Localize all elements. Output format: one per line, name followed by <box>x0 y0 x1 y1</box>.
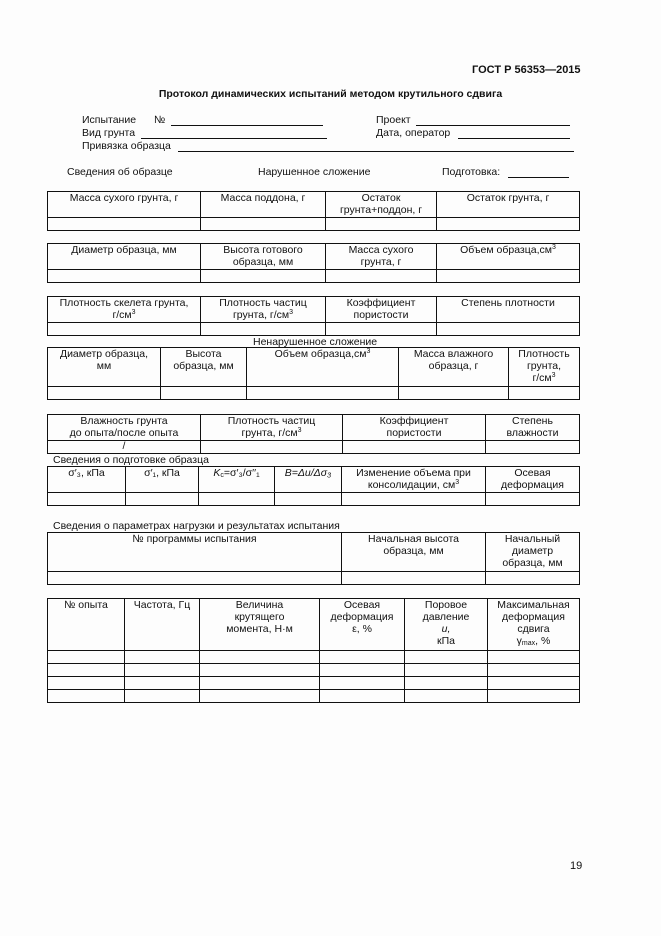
table-cell[interactable] <box>486 441 580 454</box>
header-axial-strain: Осевая деформация <box>486 467 580 493</box>
page-number: 19 <box>570 860 583 872</box>
project-label: Проект <box>376 114 411 126</box>
header-initial-diameter: Начальный диаметр образца, мм <box>486 533 580 572</box>
density-table <box>47 296 580 336</box>
header-initial-height: Начальная высота образца, мм <box>342 533 486 572</box>
table-cell[interactable] <box>320 677 405 690</box>
test-label: Испытание <box>82 114 137 126</box>
table-cell[interactable] <box>405 651 488 664</box>
header-soil-density: Плотность грунта, $г/см^3$ <box>509 348 580 387</box>
header-height: Высота готового образца, мм <box>201 244 326 270</box>
header-skeleton-density: Плотность скелета грунта, $г/см^3$ <box>48 297 201 323</box>
undisturbed-table <box>47 347 580 400</box>
table-cell[interactable] <box>125 677 200 690</box>
document-title: Протокол динамических испытаний методом крутильного сдвига <box>158 88 503 100</box>
header-height: Высота образца, мм <box>161 348 247 387</box>
date-operator-field[interactable] <box>458 138 570 139</box>
undisturbed-label: Ненарушенное сложение <box>253 336 378 348</box>
header-porosity: Коэффициент пористости <box>326 297 437 323</box>
table-cell[interactable] <box>125 664 200 677</box>
test-number-label: № <box>154 114 166 126</box>
soil-type-field[interactable] <box>141 138 327 139</box>
header-porosity: Коэффициент пористости <box>343 415 486 441</box>
header-sigma3: σ′₃, кПа <box>48 467 126 493</box>
header-saturation: Степень влажности <box>486 415 580 441</box>
table-cell[interactable] <box>320 690 405 703</box>
header-tray-mass: Масса поддона, г <box>201 192 326 218</box>
table-cell[interactable] <box>48 218 201 231</box>
table-cell[interactable] <box>199 493 275 506</box>
table-cell[interactable] <box>48 651 125 664</box>
load-results-label: Сведения о параметрах нагрузки и результатах испытания <box>53 520 340 532</box>
preparation-info-label: Сведения о подготовке образца <box>53 454 209 466</box>
sample-ref-field[interactable] <box>178 151 574 152</box>
moisture-before-after-cell[interactable]: / <box>48 441 201 454</box>
table-cell[interactable] <box>201 323 326 336</box>
table-cell[interactable] <box>275 493 342 506</box>
standard-number: ГОСТ Р 56353—2015 <box>472 64 581 76</box>
table-cell[interactable] <box>488 651 580 664</box>
mass-table <box>47 191 580 231</box>
header-density-degree: Степень плотности <box>437 297 580 323</box>
header-residue: Остаток грунта, г <box>437 192 580 218</box>
table-cell[interactable] <box>488 664 580 677</box>
header-particle-density: Плотность частиц грунта, $г/см^3$ <box>201 415 343 441</box>
table-cell[interactable] <box>48 270 201 283</box>
table-cell[interactable] <box>48 690 125 703</box>
program-table <box>47 532 580 585</box>
table-cell[interactable] <box>200 690 320 703</box>
header-b-coefficient: B=Δu/Δσ₃ <box>275 467 342 493</box>
table-cell[interactable] <box>48 664 125 677</box>
table-cell[interactable] <box>405 690 488 703</box>
results-table <box>47 598 580 703</box>
header-diameter: Диаметр образца, мм <box>48 244 201 270</box>
header-torque: Величина крутящего момента, Н·м <box>200 599 320 651</box>
soil-type-label: Вид грунта <box>82 127 136 139</box>
table-cell[interactable] <box>48 677 125 690</box>
table-cell[interactable] <box>161 387 247 400</box>
header-dry-mass: Масса сухого грунта, г <box>48 192 201 218</box>
test-number-field[interactable] <box>171 125 323 126</box>
header-residue-tray: Остаток грунта+поддон, г <box>326 192 437 218</box>
table-cell[interactable] <box>48 387 161 400</box>
header-sigma1: σ′₁, кПа <box>126 467 199 493</box>
table-cell[interactable] <box>342 493 486 506</box>
table-cell[interactable] <box>342 572 486 585</box>
table-cell[interactable] <box>48 493 126 506</box>
table-cell[interactable] <box>405 677 488 690</box>
table-cell[interactable] <box>320 651 405 664</box>
preparation-label: Подготовка: <box>442 166 501 178</box>
preparation-field[interactable] <box>508 177 569 178</box>
table-cell[interactable] <box>437 270 580 283</box>
table-cell[interactable] <box>320 664 405 677</box>
sample-ref-label: Привязка образца <box>82 140 171 152</box>
table-cell[interactable] <box>200 651 320 664</box>
header-particle-density: Плотность частиц грунта, $г/см^3$ <box>201 297 326 323</box>
header-volume: Объем $образца,см^3$ <box>437 244 580 270</box>
header-wet-mass: Масса влажного образца, г <box>399 348 509 387</box>
preparation-table <box>47 466 580 506</box>
header-max-shear-strain: Максимальная деформация сдвига $\gamma_{max}$, % <box>488 599 580 651</box>
table-cell[interactable] <box>509 387 580 400</box>
header-moisture: Влажность грунта до опыта/после опыта <box>48 415 201 441</box>
table-cell[interactable] <box>486 572 580 585</box>
header-frequency: Частота, Гц <box>125 599 200 651</box>
table-cell[interactable] <box>125 690 200 703</box>
table-cell[interactable] <box>200 664 320 677</box>
header-test-number: № опыта <box>48 599 125 651</box>
header-pore-pressure: Поровое давление u, кПа <box>405 599 488 651</box>
table-cell[interactable] <box>126 493 199 506</box>
table-cell[interactable] <box>247 387 399 400</box>
header-dry-soil-mass: Масса сухого грунта, г <box>326 244 437 270</box>
header-diameter: Диаметр образца, мм <box>48 348 161 387</box>
sample-info-label: Сведения об образце <box>67 166 173 178</box>
header-program-number: № программы испытания <box>48 533 342 572</box>
table-cell[interactable] <box>399 387 509 400</box>
disturbed-label: Нарушенное сложение <box>258 166 371 178</box>
header-volume: Объем $образца,см^3$ <box>247 348 399 387</box>
table-cell[interactable] <box>201 441 343 454</box>
table-cell[interactable] <box>488 677 580 690</box>
dimensions-table <box>47 243 580 283</box>
table-cell[interactable] <box>488 690 580 703</box>
table-cell[interactable] <box>326 270 437 283</box>
date-operator-label: Дата, оператор <box>376 127 451 139</box>
table-cell[interactable] <box>201 218 326 231</box>
table-cell[interactable] <box>437 323 580 336</box>
table-cell[interactable] <box>125 651 200 664</box>
table-cell[interactable] <box>405 664 488 677</box>
table-cell[interactable] <box>201 270 326 283</box>
table-cell[interactable] <box>326 218 437 231</box>
table-cell[interactable] <box>343 441 486 454</box>
table-cell[interactable] <box>200 677 320 690</box>
header-volume-change: Изменение объема при консолидации, $см^3$ <box>342 467 486 493</box>
table-cell[interactable] <box>326 323 437 336</box>
table-cell[interactable] <box>48 323 201 336</box>
table-cell[interactable] <box>437 218 580 231</box>
table-cell[interactable] <box>486 493 580 506</box>
project-field[interactable] <box>416 125 570 126</box>
moisture-table <box>47 414 580 454</box>
header-kc: $K_c=\sigma'_3/\sigma''_1$ <box>199 467 275 493</box>
header-axial-strain: Осевая деформация ε, % <box>320 599 405 651</box>
table-cell[interactable] <box>48 572 342 585</box>
